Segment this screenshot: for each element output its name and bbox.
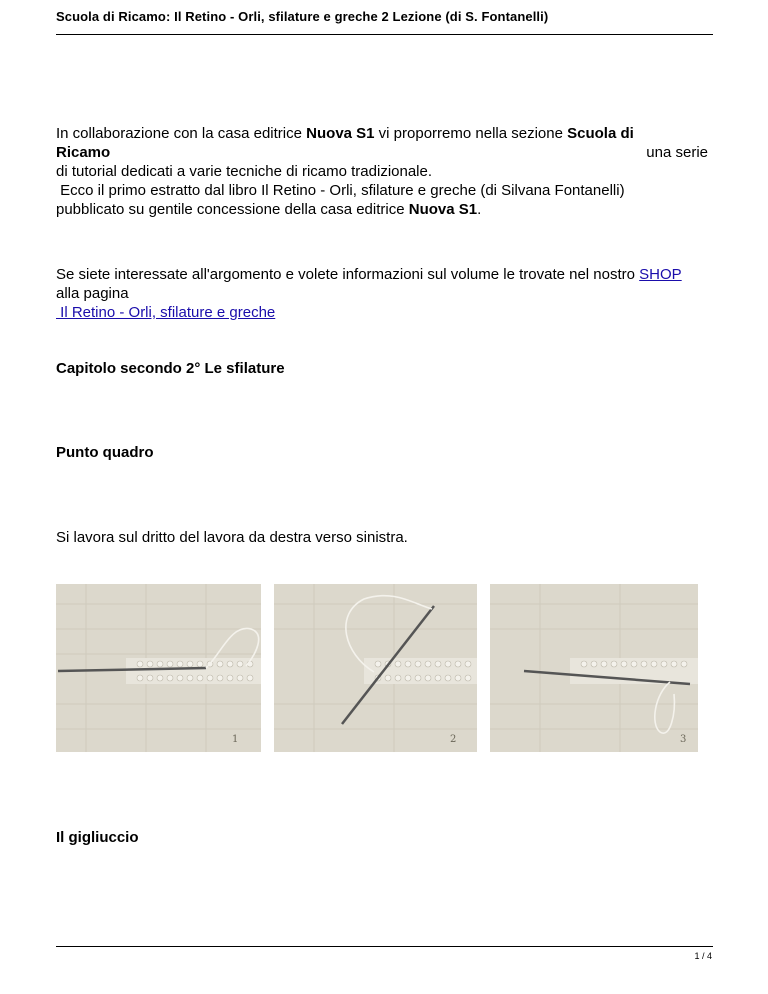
embroidery-photo-1 [56,584,261,752]
intro-line-4: Ecco il primo estratto dal libro Il Retino - Orli, sfilature e greche (di Silvana Fontanelli) [56,182,625,199]
intro-line-2: Ricamo una serie [56,144,708,161]
section-name-part1: Scuola di [567,125,634,142]
footer-rule [56,946,713,947]
chapter-heading: Capitolo secondo 2° Le sfilature [56,360,285,377]
shop-link[interactable]: SHOP [639,266,682,283]
section-body-text: Si lavora sul dritto del lavora da destra verso sinistra. [56,529,408,546]
section-name-part2: Ricamo [56,144,111,161]
intro-line-1: In collaborazione con la casa editrice Nuova S1 vi proporremo nella sezione Scuola di [56,125,634,142]
book-page-link[interactable]: Il Retino - Orli, sfilature e greche [56,304,276,321]
shop-line-3 [56,303,708,322]
intro-line-5: pubblicato su gentile concessione della casa editrice Nuova S1. [56,201,482,218]
publisher-name: Nuova S1 [306,125,375,142]
shop-line-2: alla pagina [56,285,129,302]
publisher-name-2: Nuova S1 [408,201,478,218]
embroidery-photo-3 [490,584,698,752]
page-header-title: Scuola di Ricamo: Il Retino - Orli, sfilature e greche 2 Lezione (di S. Fontanelli) [56,9,549,24]
figure-number-2: 2 [450,734,457,745]
section-heading-punto-quadro: Punto quadro [56,444,154,461]
section-heading-gigliuccio: Il gigliuccio [56,829,139,846]
page-number: 1 / 4 [694,951,712,961]
shop-paragraph [56,265,708,322]
shop-line-1: Se siete interessate all'argomento e volete informazioni sul volume le trovate nel nostro SHOP [56,266,682,283]
header-rule [56,34,713,35]
intro-paragraph [56,124,708,219]
figure-number-3: 3 [680,734,687,745]
intro-line-3: di tutorial dedicati a varie tecniche di ricamo tradizionale. [56,163,433,180]
figure-number-1: 1 [232,734,239,745]
embroidery-photo-2 [274,584,477,752]
